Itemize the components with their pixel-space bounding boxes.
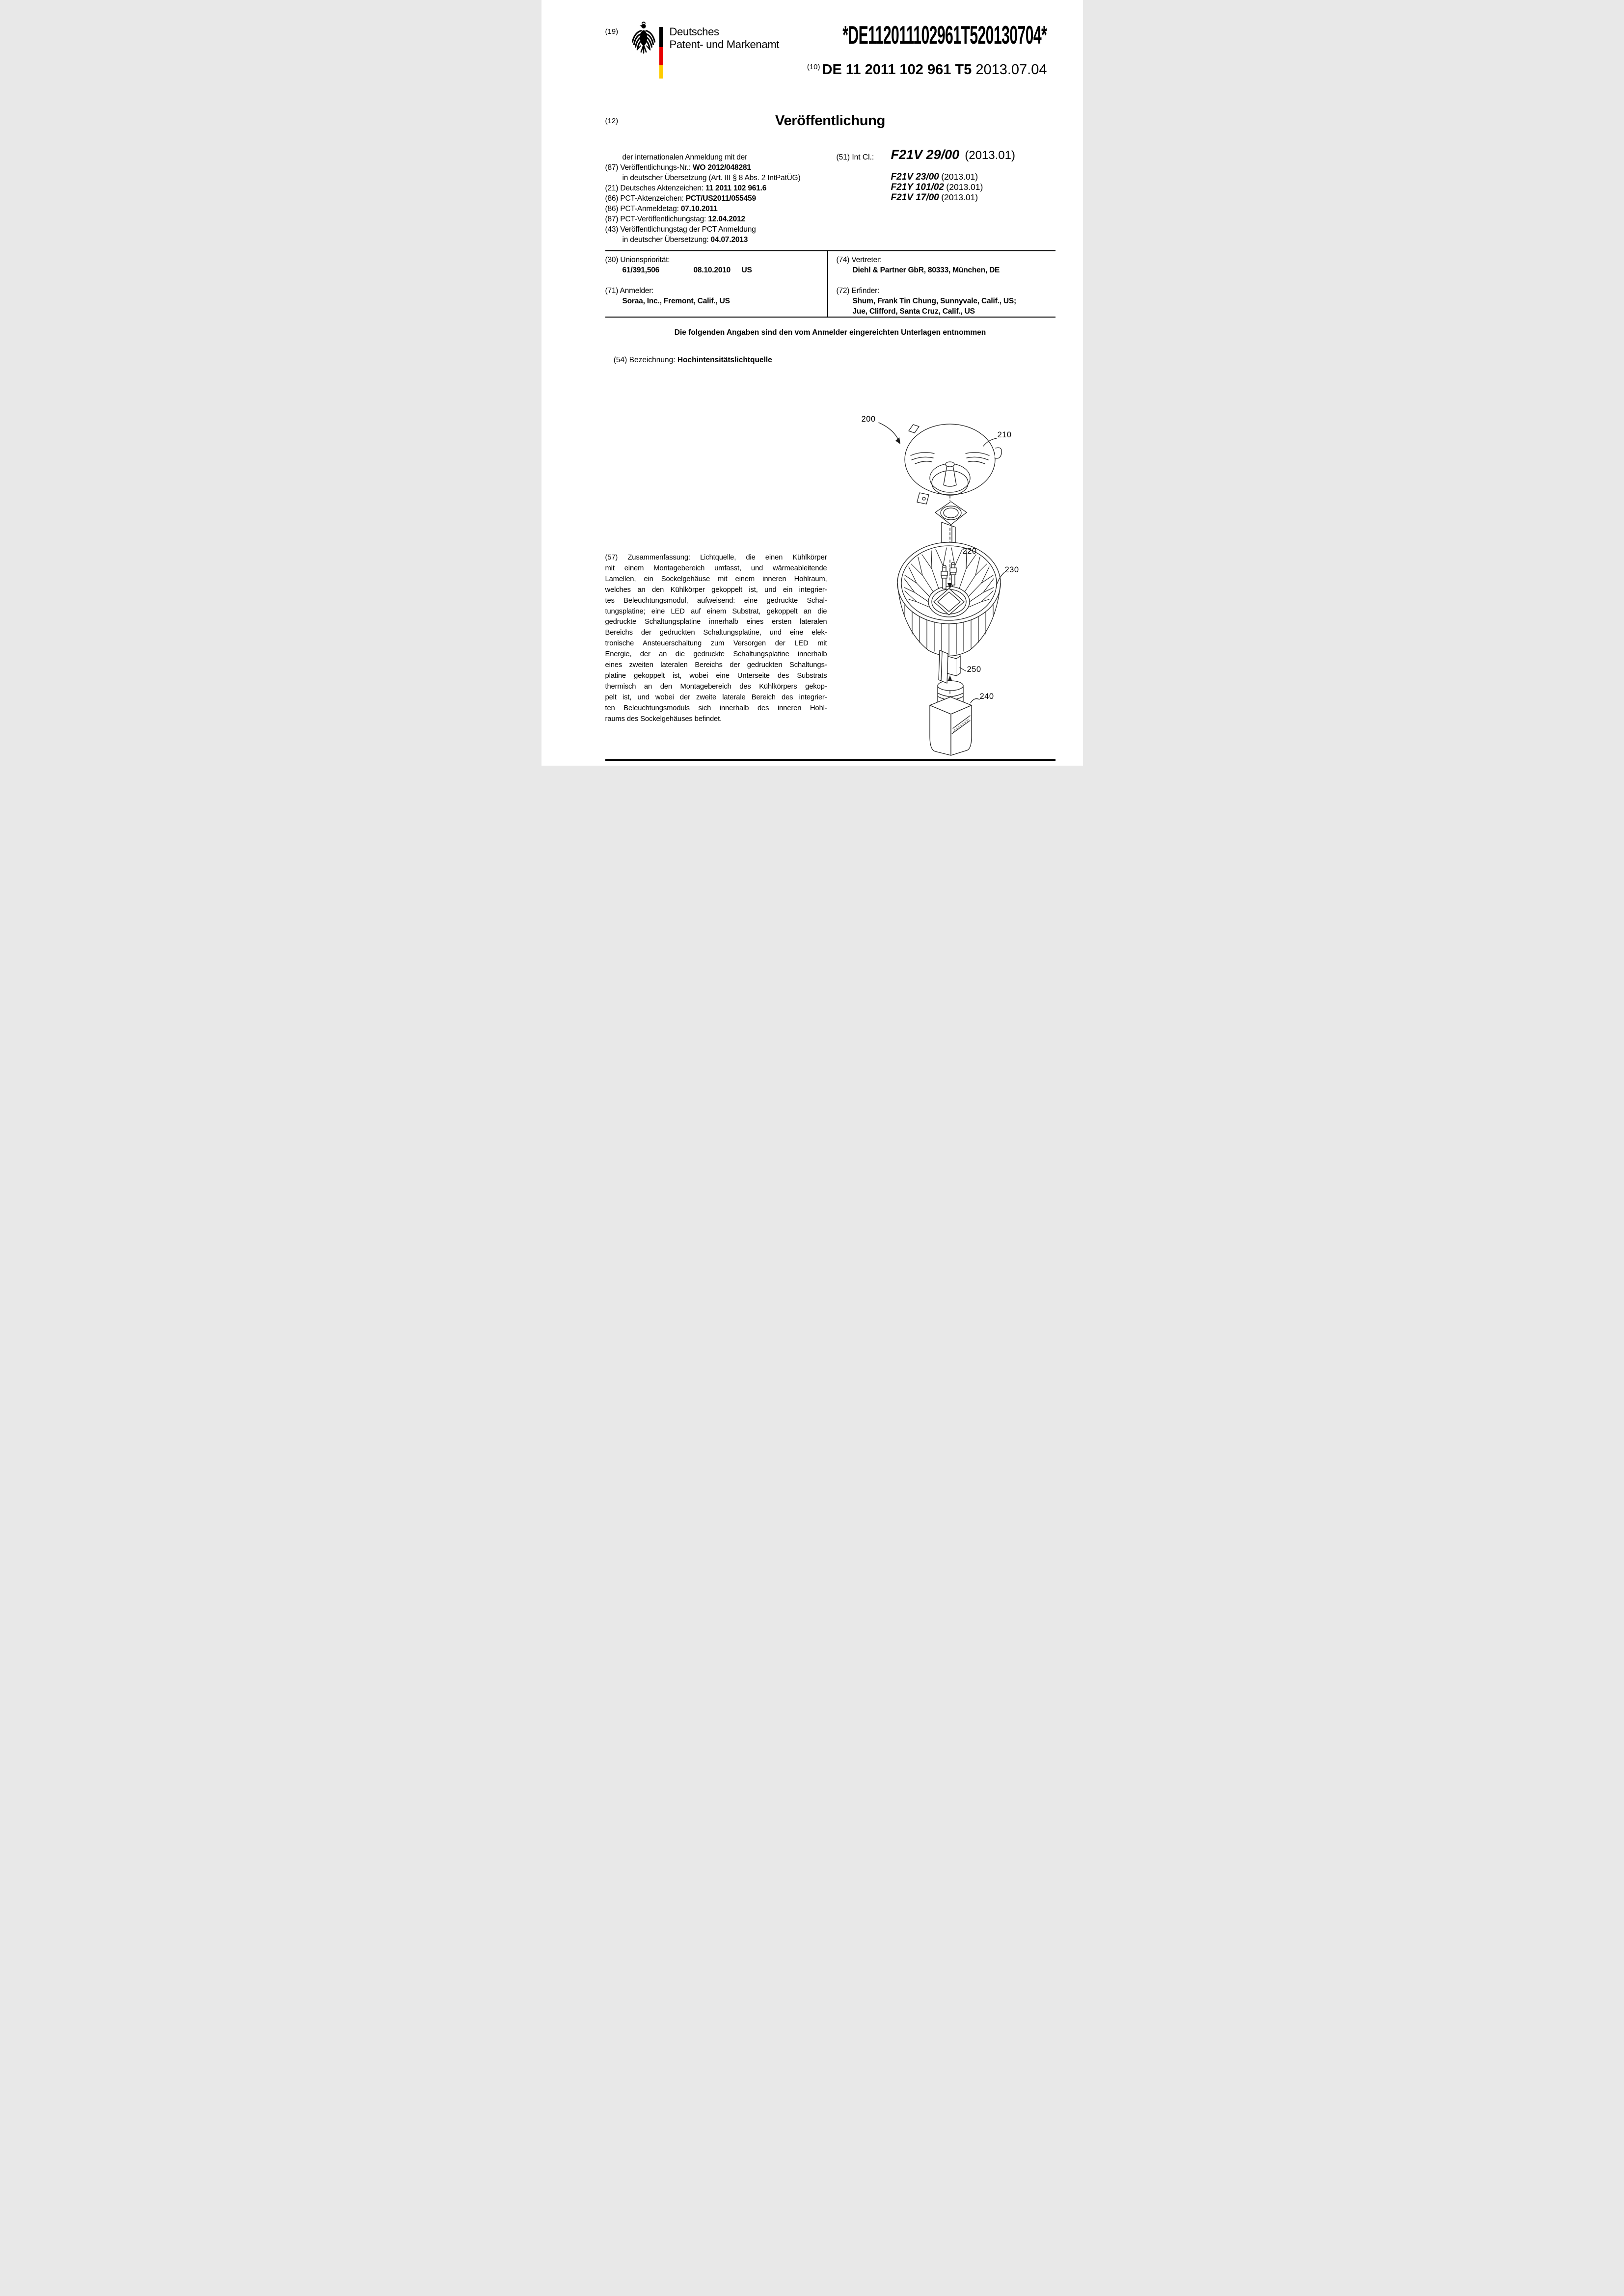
int-cl-main [891,147,1015,162]
representative-label: (74) Vertreter: [836,256,882,264]
int-cl-sub-row: F21V 17/00 (2013.01) [891,192,978,203]
abstract-line: raums des Sockelgehäuses befindet. [605,715,722,723]
abstract [605,553,827,725]
document-type-title: Veröffentlichung [775,113,885,129]
barcode-text: *DE112011102961T520130704* [842,21,1047,50]
biblio-row: (87) PCT-Veröffentlichungstag: 12.04.2012 [605,215,745,223]
invention-title: Hochintensitätslichtquelle [677,356,772,364]
column-divider [827,251,828,318]
priority-date: 08.10.2010 [693,266,731,274]
abstract-line: tronische Ansteuerschaltung zum Versorgen der LED mit [605,640,827,648]
flag-gold-segment [659,65,663,79]
abstract-line: tes Beleuchtungsmodul, aufweisend: eine gedruckte Schal- [605,596,827,605]
publication-number-line [807,62,1047,78]
office-name [670,26,780,51]
office-name-line1: Deutsches [669,26,719,38]
abstract-line: Lamellen, ein Sockelgehäuse mit einem inneren Hohlraum, [605,575,827,583]
int-cl-main-version: (2013.01) [965,149,1015,162]
applicant-label: (71) Anmelder: [605,287,654,295]
abstract-line: platine gekoppelt ist, wobei eine Unterseite des Substrats [605,671,827,680]
figure-label-250: 250 [967,665,981,674]
abstract-line: Energie, der an die gedruckte Schaltungsplatine innerhalb [605,650,827,659]
patent-cover-page [541,0,1083,766]
horizontal-rule-bottom [605,759,1056,761]
german-flag-bar-icon [659,27,663,79]
federal-eagle-icon [630,21,657,56]
horizontal-rule-top [605,250,1056,251]
biblio-row: in deutscher Übersetzung: 04.07.2013 [622,236,748,244]
int-cl-label: (51) Int Cl.: [836,153,874,161]
abstract-line: mit einem Montagebereich umfasst, und wärmeableitende [605,564,827,572]
biblio-row: der internationalen Anmeldung mit der [622,153,748,161]
abstract-line: welches an den Kühlkörper gekoppelt ist, und ein integrier- [605,586,827,594]
biblio-row: in deutscher Übersetzung (Art. III § 8 Abs. 2 IntPatÜG) [622,174,801,182]
abstract-line: eines zweiten lateralen Bereichs der gedruckten Schaltungs- [605,661,827,669]
inventor-line: Shum, Frank Tin Chung, Sunnyvale, Calif., US; [852,297,1016,305]
inid-code-12: (12) [605,117,619,125]
int-cl-sub-row: F21Y 101/02 (2013.01) [891,182,983,192]
priority-country: US [741,266,752,274]
int-cl-main-code: F21V 29/00 [891,147,960,162]
abstract-line: pelt ist, und wobei der zweite laterale Bereich des integrier- [605,693,827,701]
representative-value: Diehl & Partner GbR, 80333, München, DE [852,266,1000,274]
abstract-line: tungsplatine; eine LED auf einem Substrat, gekoppelt an die [605,607,827,615]
flag-black-segment [659,27,663,47]
biblio-row: (87) Veröffentlichungs-Nr.: WO 2012/048281 [605,163,751,172]
inid-code-10: (10) [807,63,820,71]
abstract-line: thermisch an den Montagebereich des Kühlkörpers gekop- [605,682,827,691]
biblio-row: (21) Deutsches Aktenzeichen: 11 2011 102 961.6 [605,184,767,192]
int-cl-sub-row: F21V 23/00 (2013.01) [891,172,978,182]
biblio-row: (86) PCT-Aktenzeichen: PCT/US2011/055459 [605,194,756,203]
title-label: (54) Bezeichnung: [613,356,677,364]
figure-label-230: 230 [1004,565,1019,574]
abstract-line: (57) Zusammenfassung: Lichtquelle, die einen Kühlkörper [605,554,827,561]
figure-label-220: 220 [962,547,977,556]
flag-red-segment [659,47,663,65]
title-line [605,347,772,374]
office-name-line2: Patent- und Markenamt [669,38,780,51]
inventors-label: (72) Erfinder: [836,287,880,295]
abstract-line: Bereichs der gedruckten Schaltungsplatine, und eine elek- [605,629,827,637]
priority-label: (30) Unionspriorität: [605,256,670,264]
inid-code-19: (19) [605,27,619,36]
horizontal-rule-mid [605,317,1056,318]
figure-label-240: 240 [979,692,994,701]
biblio-row: (86) PCT-Anmeldetag: 07.10.2011 [605,205,718,213]
publication-date: 2013.07.04 [975,62,1047,78]
abstract-line: ten Beleuchtungsmoduls sich innerhalb des inneren Hohl- [605,704,827,712]
abstract-line: gedruckte Schaltungsplatine innerhalb eines ersten lateralen [605,618,827,626]
applicant-value: Soraa, Inc., Fremont, Calif., US [622,297,730,305]
figure-label-210: 210 [997,430,1012,439]
applicant-notice: Die folgenden Angaben sind den vom Anmelder eingereichten Unterlagen entnommen [674,328,986,337]
publication-number: DE 11 2011 102 961 T5 [822,62,972,78]
exploded-lamp-drawing-icon [851,410,1037,760]
biblio-row: (43) Veröffentlichungstag der PCT Anmeldung [605,225,756,234]
patent-figure [851,410,1037,760]
figure-label-200: 200 [861,415,876,424]
priority-number: 61/391,506 [622,266,660,274]
inventor-line: Jue, Clifford, Santa Cruz, Calif., US [852,307,975,316]
